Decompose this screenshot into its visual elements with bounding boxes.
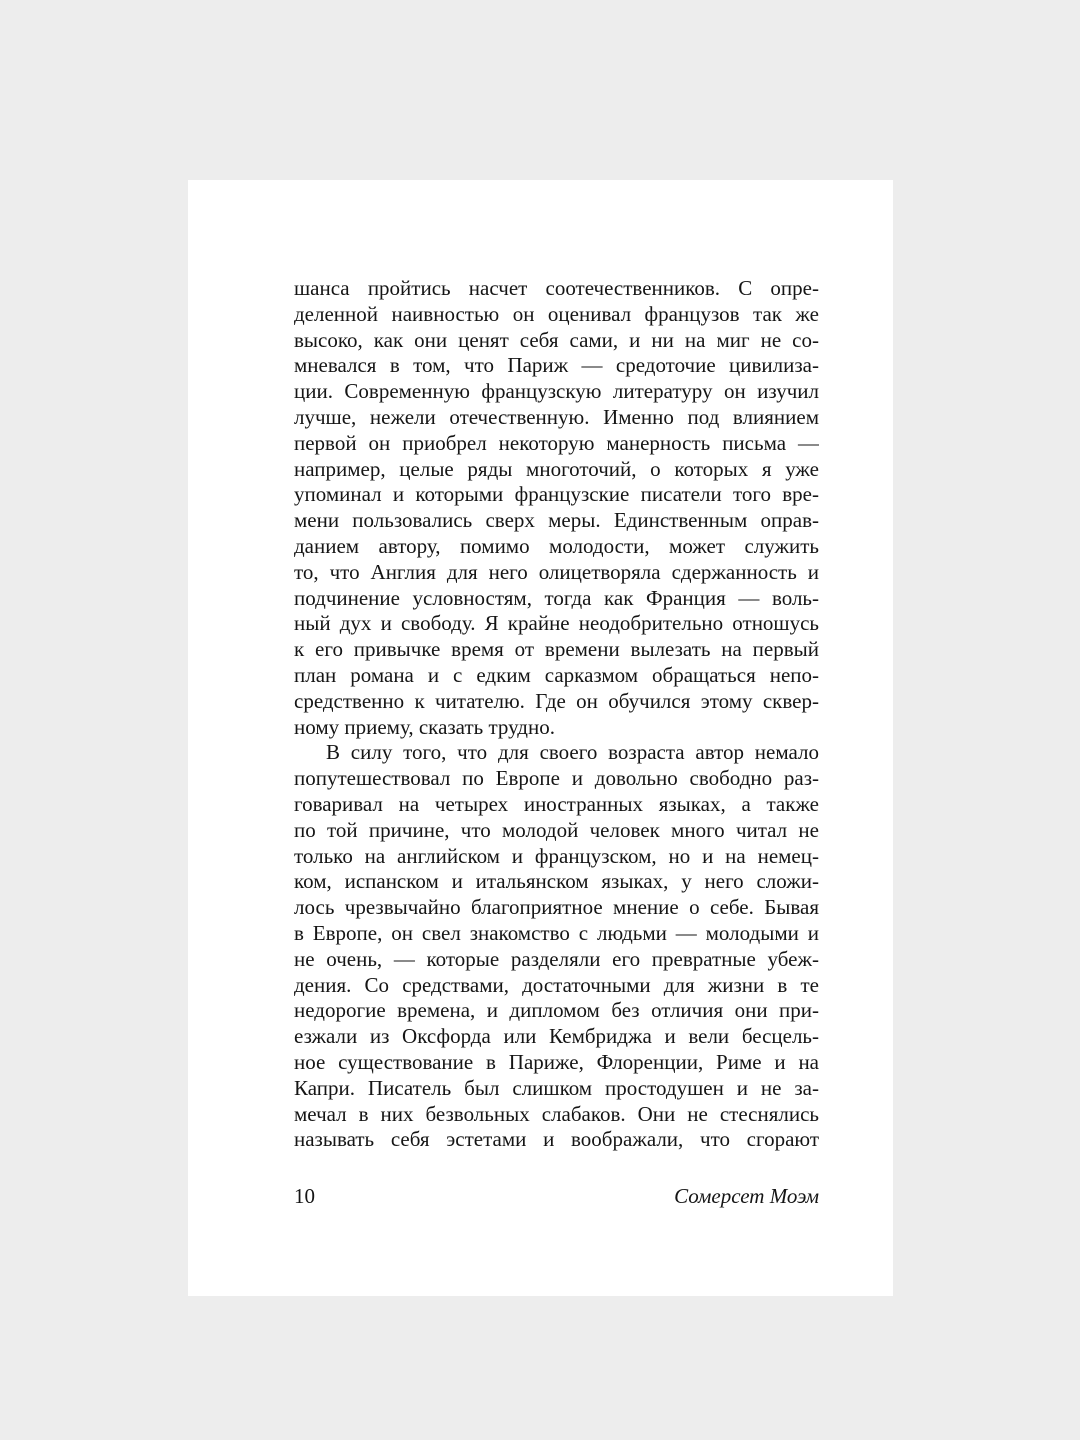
- text-line: подчинение условностям, тогда как Франция — воль-: [294, 585, 819, 610]
- text-line: ком, испанском и итальянском языках, у него сложи-: [294, 869, 819, 894]
- text-line: высоко, как они ценят себя сами, и ни на миг не со-: [294, 327, 819, 352]
- text-line: не очень, — которые разделяли его превратные убеж-: [294, 946, 819, 971]
- text-line: называть себя эстетами и воображали, что сгорают: [294, 1127, 819, 1152]
- text-line: например, целые ряды многоточий, о которых я уже: [294, 456, 819, 481]
- text-line: дения. Со средствами, достаточными для жизни в те: [294, 972, 819, 997]
- text-line: упоминал и которыми французские писатели того вре-: [294, 482, 819, 507]
- page-footer: [294, 1183, 819, 1209]
- text-line: к его привычке время от времени вылезать на первый: [294, 637, 819, 662]
- text-line: деленной наивностью он оценивал французов так же: [294, 301, 819, 326]
- text-line: шанса пройтись насчет соотечественников. С опре-: [294, 276, 819, 300]
- text-line: мневался в том, что Париж — средоточие цивилиза-: [294, 353, 819, 378]
- text-line: недорогие времена, и дипломом без отличия они при-: [294, 998, 819, 1023]
- text-line: первой он приобрел некоторую манерность письма —: [294, 430, 819, 455]
- text-line: средственно к читателю. Где он обучился этому сквер-: [294, 688, 819, 713]
- text-line: план романа и с едким сарказмом обращаться непо-: [294, 662, 819, 687]
- text-line: только на английском и французском, но и на немец-: [294, 843, 819, 868]
- text-line: данием автору, помимо молодости, может служить: [294, 533, 819, 558]
- text-line: мени пользовались сверх меры. Единственным оправ-: [294, 508, 819, 533]
- text-line: попутешествовал по Европе и довольно свободно раз-: [294, 766, 819, 791]
- text-line: ный дух и свободу. Я крайне неодобрительно отношусь: [294, 611, 819, 636]
- text-line: ции. Современную французскую литературу он изучил: [294, 379, 819, 404]
- text-line: езжали из Оксфорда или Кембриджа и вели бесцель-: [294, 1024, 819, 1049]
- running-head-author: Сомерсет Моэм: [674, 1184, 819, 1208]
- text-line: говаривал на четырех иностранных языках, а также: [294, 791, 819, 816]
- book-page: [188, 180, 893, 1296]
- text-line: ному приему, сказать трудно.: [294, 714, 555, 739]
- text-line: лось чрезвычайно благоприятное мнение о себе. Бывая: [294, 895, 819, 920]
- text-line: то, что Англия для него олицетворяла сдержанность и: [294, 559, 819, 584]
- body-text: [294, 276, 819, 1153]
- text-line: по той причине, что молодой человек много читал не: [294, 817, 819, 842]
- text-line: мечал в них безвольных слабаков. Они не стеснялись: [294, 1101, 819, 1126]
- text-line: лучше, нежели отечественную. Именно под влиянием: [294, 404, 819, 429]
- text-line: в Европе, он свел знакомство с людьми — молодыми и: [294, 920, 819, 945]
- text-line: ное существование в Париже, Флоренции, Риме и на: [294, 1049, 819, 1074]
- text-line: Капри. Писатель был слишком простодушен и не за-: [294, 1075, 819, 1100]
- text-line: В силу того, что для своего возраста автор немало: [326, 740, 819, 765]
- page-number: 10: [294, 1184, 315, 1208]
